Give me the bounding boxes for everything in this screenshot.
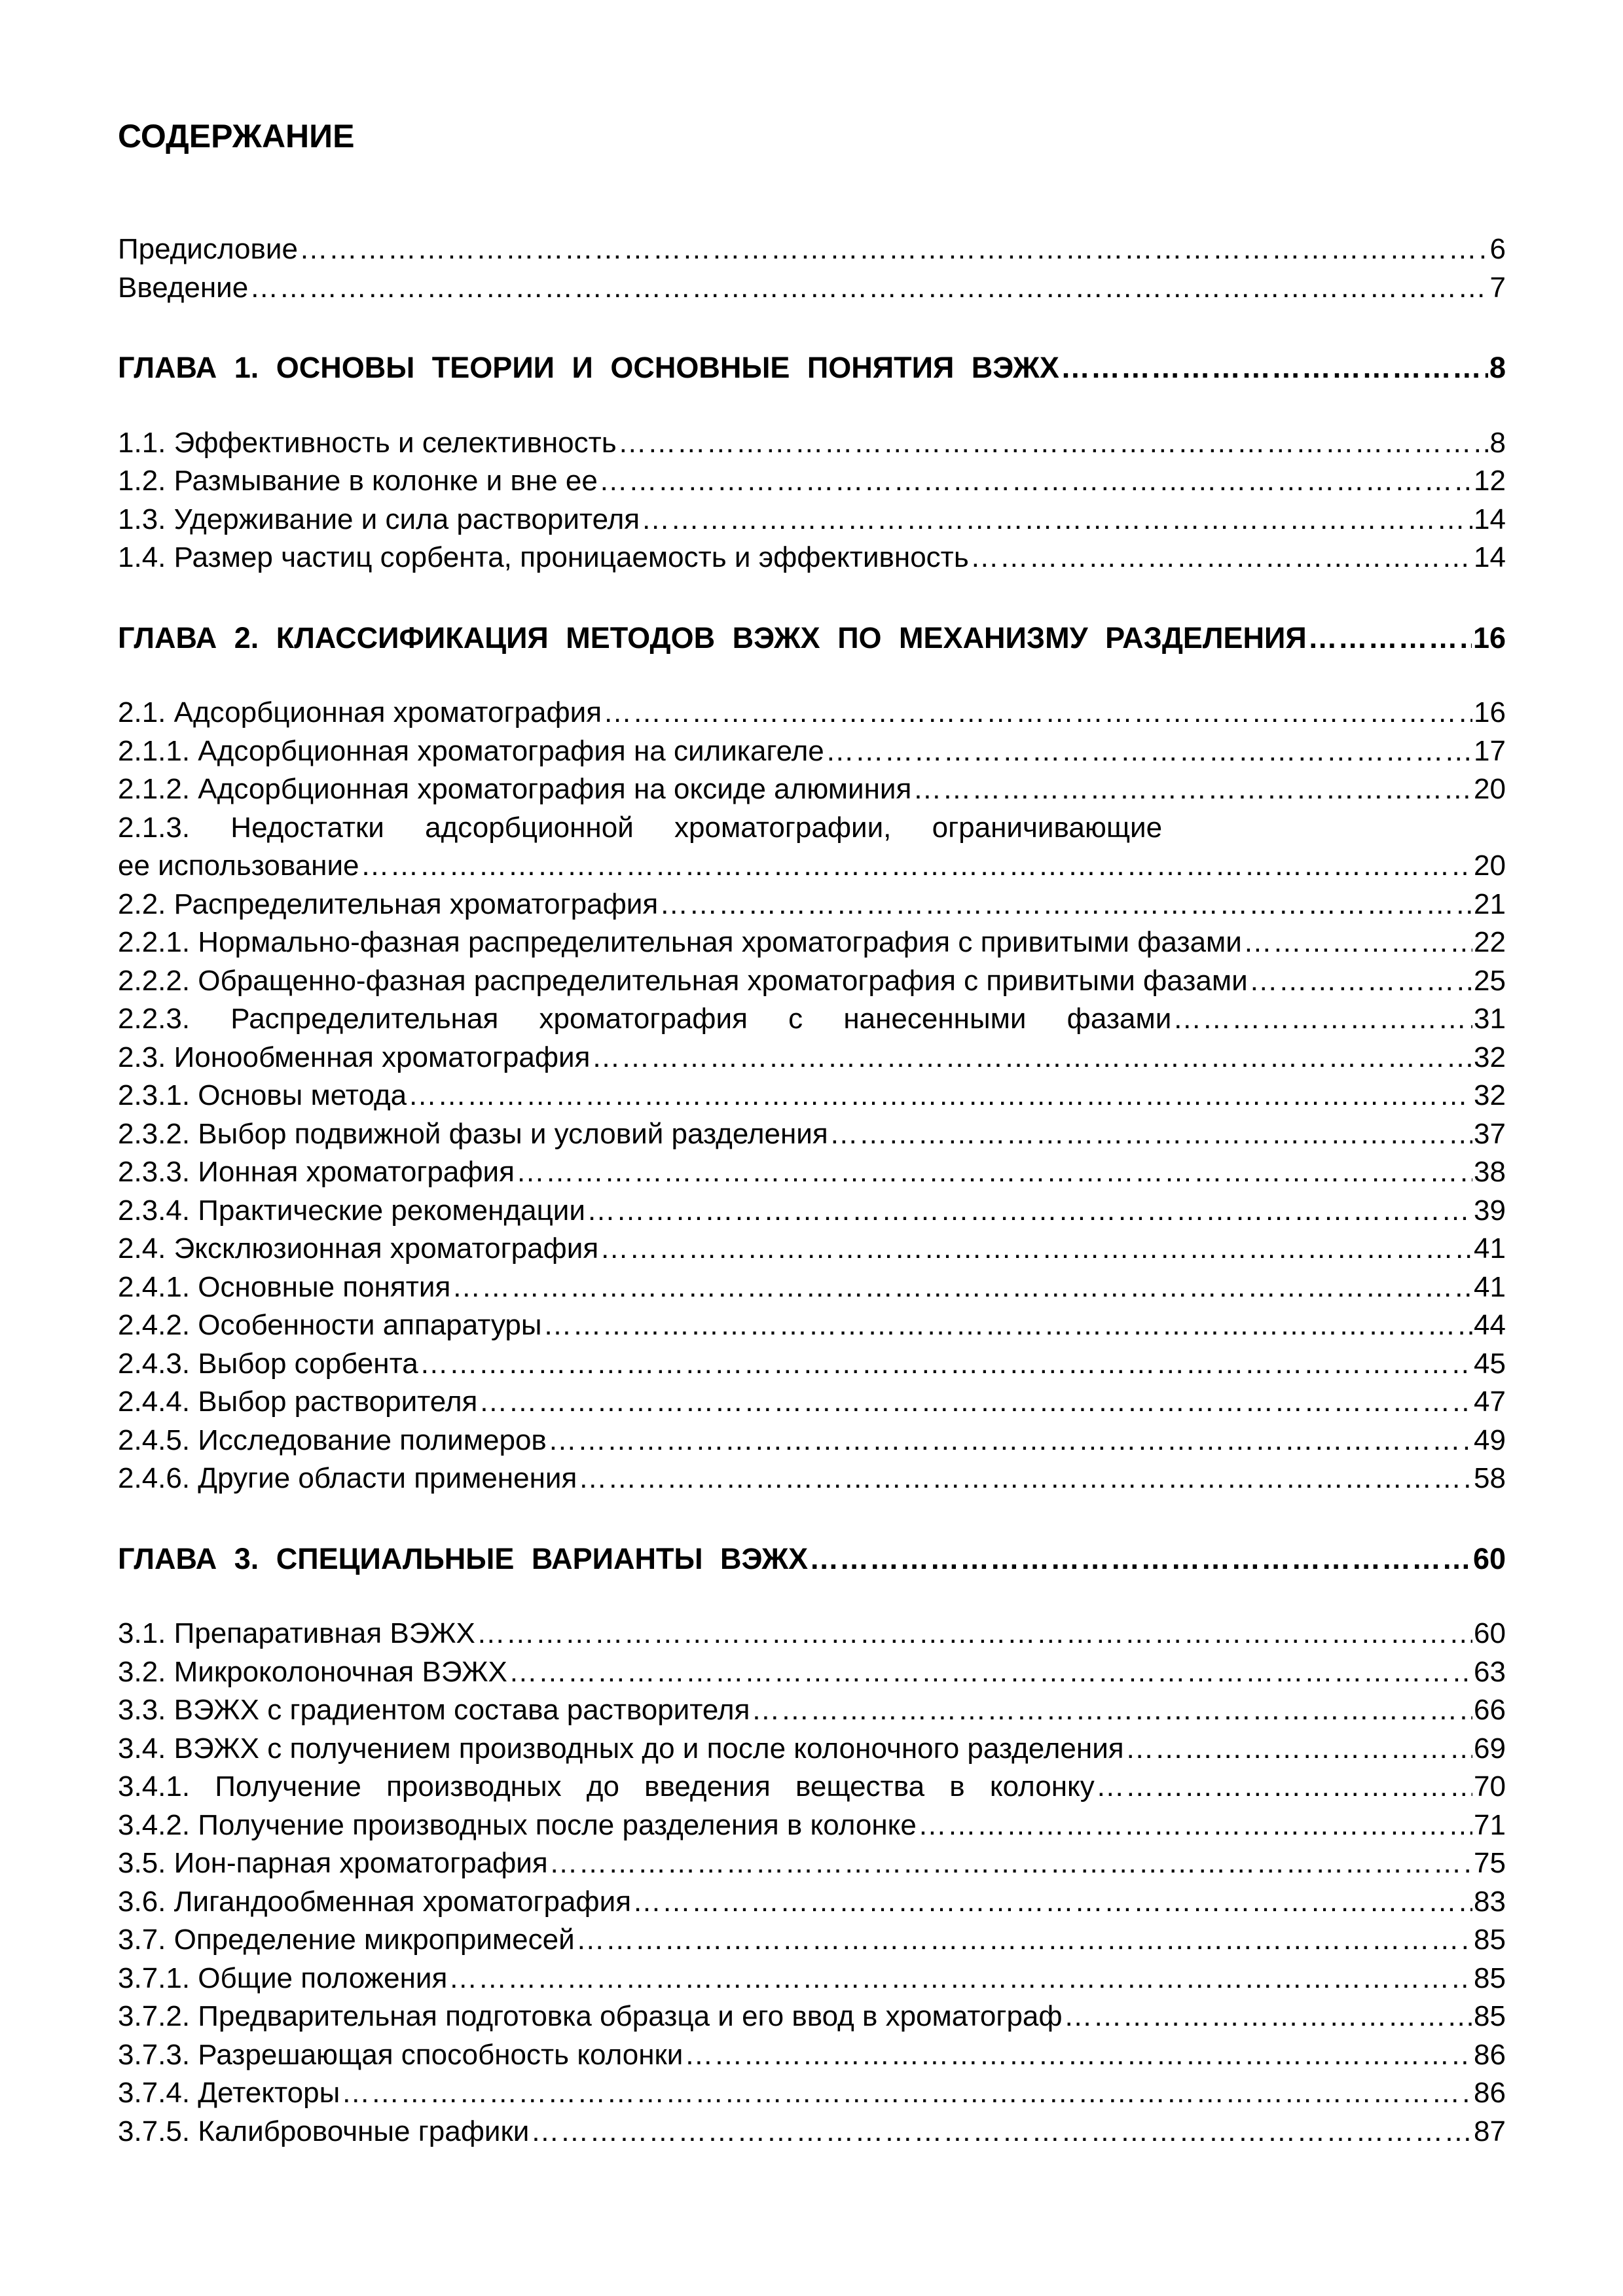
dot-leader [543, 1306, 1473, 1345]
dot-leader [1173, 1000, 1472, 1039]
entry-page: 87 [1474, 2115, 1506, 2147]
toc-entry [118, 1921, 1506, 1960]
chapter-page: 60 [1472, 1541, 1506, 1575]
dot-leader [530, 2113, 1472, 2151]
entry-page: 58 [1474, 1462, 1506, 1494]
toc-entry [118, 1806, 1506, 1845]
toc-entry [118, 1268, 1506, 1307]
dot-leader [420, 1345, 1472, 1384]
toc-entry [118, 2074, 1506, 2113]
entry-label: 2.4.4. Выбор растворителя [118, 1386, 478, 1418]
dot-leader [659, 886, 1472, 924]
toc-entry [118, 924, 1506, 962]
dot-leader [408, 1077, 1472, 1115]
entry-page: 16 [1474, 696, 1506, 728]
toc-entry [118, 1000, 1506, 1039]
toc-entry [118, 1230, 1506, 1268]
entry-label: 2.4.3. Выбор сорбента [118, 1347, 418, 1380]
entry-label: 2.1.1. Адсорбционная хроматография на силикагеле [118, 734, 824, 767]
dot-leader [641, 501, 1472, 539]
toc-entry [118, 732, 1506, 771]
entry-label: 2.2.1. Нормально-фазная распределительная хроматография с привитыми фазами [118, 926, 1242, 958]
dot-leader [830, 1115, 1472, 1154]
entry-label: Введение [118, 271, 249, 304]
chapter-page: 16 [1472, 620, 1506, 655]
toc-entry [118, 1844, 1506, 1883]
dot-leader [361, 847, 1473, 886]
entry-page: 86 [1474, 2038, 1506, 2071]
entry-label: 3.7.2. Предварительная подготовка образца и его ввод в хроматограф [118, 2000, 1063, 2032]
toc-entry [118, 2113, 1506, 2151]
toc-page [118, 117, 1506, 2151]
entry-label: 2.4.2. Особенности аппаратуры [118, 1309, 542, 1341]
toc-entry [118, 1153, 1506, 1192]
dot-leader [479, 1383, 1472, 1422]
entry-page: 22 [1474, 926, 1506, 958]
toc-entry [118, 694, 1506, 732]
entry-page: 32 [1474, 1079, 1506, 1111]
dot-leader [299, 230, 1489, 269]
chapter-1-items [118, 424, 1506, 577]
toc-entry [118, 1691, 1506, 1730]
entry-label: 3.6. Лигандообменная хроматография [118, 1885, 632, 1918]
toc-title: СОДЕРЖАНИЕ [118, 118, 355, 154]
dot-leader [1064, 1998, 1472, 2036]
entry-label: 2.3.1. Основы метода [118, 1079, 407, 1111]
entry-label: 3.7. Определение микропримесей [118, 1924, 575, 1956]
entry-label: 3.7.1. Общие положения [118, 1962, 448, 1994]
dot-leader [826, 732, 1472, 771]
dot-leader [509, 1653, 1472, 1692]
dot-leader [809, 1540, 1472, 1579]
toc-entry [118, 1422, 1506, 1460]
entry-page: 83 [1474, 1885, 1506, 1918]
entry-label: 3.4.1. Получение производных до введения вещества в колонку [118, 1770, 1095, 1803]
toc-entry [118, 770, 1506, 809]
entry-page: 21 [1474, 888, 1506, 920]
dot-leader [970, 539, 1472, 577]
dot-leader [591, 1039, 1472, 1077]
dot-leader [549, 1844, 1472, 1883]
entry-page: 70 [1474, 1770, 1506, 1803]
toc-entry [118, 1615, 1506, 1653]
entry-label: 3.3. ВЭЖХ с градиентом состава растворителя [118, 1694, 750, 1726]
entry-label: 3.7.3. Разрешающая способность колонки [118, 2038, 684, 2071]
entry-label: Предисловие [118, 233, 298, 265]
entry-page: 37 [1474, 1117, 1506, 1150]
entry-page: 14 [1474, 503, 1506, 535]
entry-label: 2.2. Распределительная хроматография [118, 888, 659, 920]
toc-entry [118, 1998, 1506, 2036]
dot-leader [918, 1806, 1472, 1845]
toc-entry [118, 230, 1506, 269]
entry-label: 2.3.3. Ионная хроматография [118, 1156, 515, 1188]
dot-leader [516, 1153, 1472, 1192]
toc-entry-first-line [118, 809, 1506, 848]
entry-page: 7 [1489, 271, 1506, 304]
toc-entry [118, 962, 1506, 1001]
entry-label: 3.7.5. Калибровочные графики [118, 2115, 530, 2147]
entry-page: 85 [1474, 2000, 1506, 2032]
entry-page: 75 [1474, 1847, 1506, 1879]
chapter-heading [118, 619, 1506, 658]
entry-page: 45 [1474, 1347, 1506, 1380]
toc-entry [118, 539, 1506, 577]
dot-leader [548, 1422, 1472, 1460]
entry-label: 2.1.2. Адсорбционная хроматография на оксиде алюминия [118, 773, 912, 805]
dot-leader [452, 1268, 1472, 1307]
dot-leader [1243, 924, 1472, 962]
dot-leader [249, 269, 1488, 308]
dot-leader [1125, 1730, 1472, 1768]
toc-entry [118, 886, 1506, 924]
dot-leader [618, 424, 1489, 463]
entry-page: 60 [1474, 1617, 1506, 1649]
entry-page: 86 [1474, 2077, 1506, 2109]
toc-entry [118, 1115, 1506, 1154]
entry-label: 2.4.5. Исследование полимеров [118, 1424, 547, 1456]
toc-entry [118, 1345, 1506, 1384]
entry-page: 63 [1474, 1655, 1506, 1688]
chapter-label: ГЛАВА 3. СПЕЦИАЛЬНЫЕ ВАРИАНТЫ ВЭЖХ [118, 1541, 809, 1575]
dot-leader [448, 1960, 1472, 1998]
entry-label: 3.2. Микроколоночная ВЭЖХ [118, 1655, 507, 1688]
toc-entry-continuation [118, 847, 1506, 886]
entry-page: 66 [1474, 1694, 1506, 1726]
entry-page: 32 [1474, 1041, 1506, 1073]
front-matter [118, 230, 1506, 307]
entry-label: 1.3. Удерживание и сила растворителя [118, 503, 640, 535]
entry-label: 1.4. Размер частиц сорбента, проницаемость и эффективность [118, 541, 969, 573]
entry-label: 3.7.4. Детекторы [118, 2077, 340, 2109]
entry-label: 2.1.3. Недостатки адсорбционной хроматографии, ограничивающие [118, 811, 1163, 844]
toc-entry [118, 501, 1506, 539]
entry-page: 41 [1474, 1270, 1506, 1303]
dot-leader [1308, 619, 1472, 658]
entry-label: 2.4. Эксклюзионная хроматография [118, 1232, 599, 1265]
entry-page: 85 [1474, 1924, 1506, 1956]
entry-page: 25 [1474, 964, 1506, 997]
toc-entry [118, 1383, 1506, 1422]
toc-entry [118, 462, 1506, 501]
dot-leader [684, 2036, 1472, 2075]
entry-page: 6 [1489, 233, 1506, 265]
toc-entry [118, 1653, 1506, 1692]
entry-page: 20 [1474, 773, 1506, 805]
dot-leader [913, 770, 1472, 809]
chapter-page: 8 [1489, 351, 1506, 384]
toc-entry [118, 1883, 1506, 1922]
dot-leader [1061, 349, 1488, 387]
dot-leader [1249, 962, 1472, 1001]
toc-entry [118, 1960, 1506, 1998]
entry-page: 85 [1474, 1962, 1506, 1994]
entry-page: 14 [1474, 541, 1506, 573]
entry-label: 1.2. Размывание в колонке и вне ее [118, 465, 598, 497]
dot-leader [587, 1192, 1472, 1230]
entry-page: 38 [1474, 1156, 1506, 1188]
chapter-2-items [118, 694, 1506, 1498]
entry-label: 2.3. Ионообменная хроматография [118, 1041, 591, 1073]
entry-page: 69 [1474, 1732, 1506, 1765]
entry-page: 49 [1474, 1424, 1506, 1456]
entry-page: 41 [1474, 1232, 1506, 1265]
entry-label: 2.2.2. Обращенно-фазная распределительная хроматография с привитыми фазами [118, 964, 1248, 997]
chapter-label: ГЛАВА 2. КЛАССИФИКАЦИЯ МЕТОДОВ ВЭЖХ ПО МЕХАНИЗМУ РАЗДЕЛЕНИЯ [118, 620, 1307, 655]
entry-label: 2.4.1. Основные понятия [118, 1270, 451, 1303]
toc-entry [118, 269, 1506, 308]
dot-leader [1096, 1768, 1472, 1806]
entry-label: 3.4.2. Получение производных после разделения в колонке [118, 1808, 917, 1841]
toc-entry [118, 2036, 1506, 2075]
entry-page: 12 [1474, 465, 1506, 497]
toc-entry [118, 1768, 1506, 1806]
toc-entry [118, 1039, 1506, 1077]
entry-label: 2.3.2. Выбор подвижной фазы и условий разделения [118, 1117, 828, 1150]
dot-leader [477, 1615, 1472, 1653]
dot-leader [600, 1230, 1472, 1268]
dot-leader [632, 1883, 1472, 1922]
chapter-label: ГЛАВА 1. ОСНОВЫ ТЕОРИИ И ОСНОВНЫЕ ПОНЯТИЯ ВЭЖХ [118, 351, 1059, 384]
dot-leader [341, 2074, 1472, 2113]
entry-label: 2.2.3. Распределительная хроматография с нанесенными фазами [118, 1003, 1172, 1035]
toc-entry [118, 1460, 1506, 1498]
entry-page: 44 [1474, 1309, 1506, 1341]
toc-entry [118, 1306, 1506, 1345]
dot-leader [603, 694, 1472, 732]
entry-page: 31 [1474, 1003, 1506, 1035]
entry-label: 2.3.4. Практические рекомендации [118, 1194, 585, 1227]
entry-label: 3.1. Препаративная ВЭЖХ [118, 1617, 475, 1649]
entry-label: 3.5. Ион-парная хроматография [118, 1847, 548, 1879]
entry-page: 20 [1474, 850, 1506, 882]
entry-page: 39 [1474, 1194, 1506, 1227]
entry-page: 8 [1489, 426, 1506, 459]
toc-entry [118, 424, 1506, 463]
entry-label: 2.4.6. Другие области применения [118, 1462, 577, 1494]
dot-leader [578, 1460, 1472, 1498]
dot-leader [576, 1921, 1472, 1960]
entry-label: 2.1. Адсорбционная хроматография [118, 696, 602, 728]
dot-leader [599, 462, 1472, 501]
entry-page: 17 [1474, 734, 1506, 767]
toc-entry [118, 1730, 1506, 1768]
toc-entry [118, 1192, 1506, 1230]
chapter-3-items [118, 1615, 1506, 2151]
entry-page: 47 [1474, 1386, 1506, 1418]
dot-leader [751, 1691, 1472, 1730]
chapter-heading [118, 1540, 1506, 1579]
entry-page: 71 [1474, 1808, 1506, 1841]
entry-label: 3.4. ВЭЖХ с получением производных до и после колоночного разделения [118, 1732, 1124, 1765]
entry-label-continuation: ее использование [118, 850, 359, 882]
toc-entry [118, 1077, 1506, 1115]
chapter-heading [118, 349, 1506, 387]
entry-label: 1.1. Эффективность и селективность [118, 426, 617, 459]
